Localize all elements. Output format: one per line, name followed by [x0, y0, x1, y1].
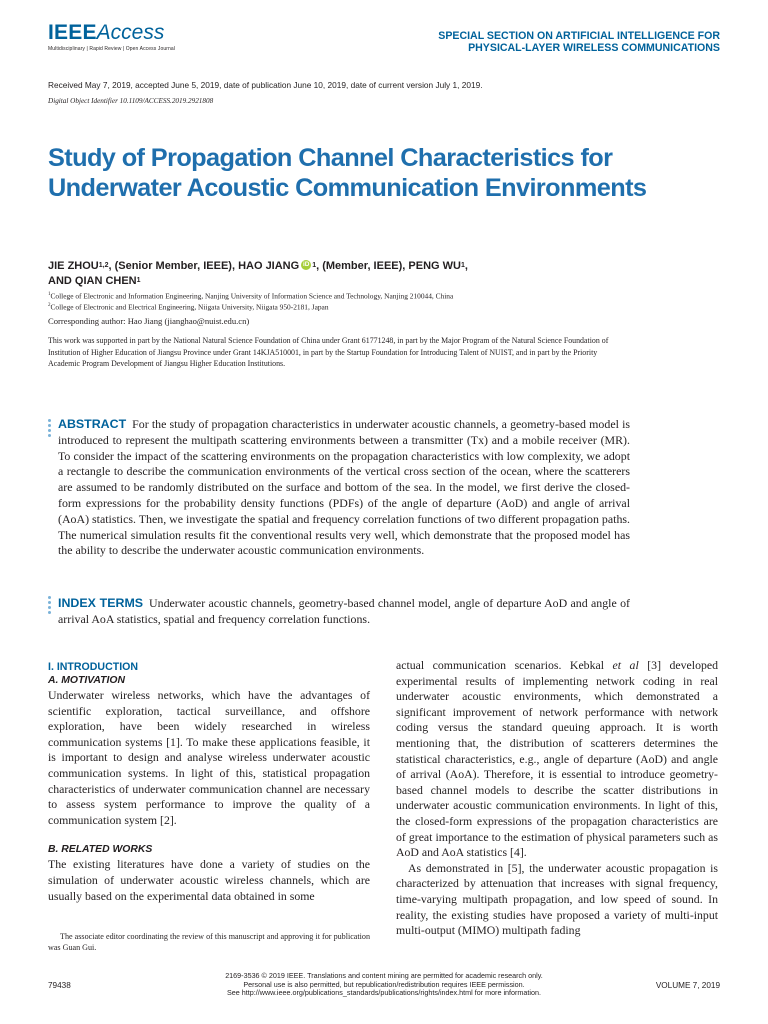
abstract-marker-icon: [48, 419, 52, 439]
index-terms: [58, 596, 630, 628]
affiliation-text: College of Electronic and Information Engineering, Nanjing University of Information Science and Technology, Nanjing 210044, China: [50, 291, 454, 301]
author-separator: ,: [464, 260, 468, 272]
footer-line: 2169-3536 © 2019 IEEE. Translations and content mining are permitted for academic research only.: [225, 971, 543, 980]
abstract-text: For the study of propagation characteristics in underwater acoustic channels, a geometry-based model is introduced to represent the multipath scattering environments between a transmitter (Tx) and a mobile receiver (MR). To consider the impact of the scattering environments on the propagation characteristics with low complexity, we adopt a rectangle to describe the communication environments of the vertical cross section of the ocean, where the scatterers are assumed to be randomly distributed on the surface and bottom of the sea. In the model, we first derive the closed-form expressions for the probability density functions (PDFs) of the angle of departure (AoD) and angle of arrival (AoA) statistics. Then, we investigate the spatial and frequency correlation functions of two different propagation paths. The numerical simulation results fit the conventional results very well, which demonstrate that the proposed model has the ability to describe the underwater acoustic communication environments.: [58, 417, 630, 558]
volume-label: VOLUME 7, 2019: [655, 981, 720, 990]
brand-access: Access: [96, 21, 165, 44]
author-list: [48, 259, 648, 289]
author-affil-sup: 1: [136, 277, 141, 284]
text-run: [3] developed experimental results of implementing network coding in real underwater acoustic environments, which demonstrated a significant improvement of network performance with network coding versus the standard queuing approach. It is worth mentioning that, the distribution of scatterers determines the statistical characteristics, e.g., angle of departure (AoD) and angle of arrival (AoA). Therefore, it is essential to introduce geometry-based channel models to describe the scatter distributions in underwater acoustic communication environments. In light of this, the closed-form expressions of the propagation characteristics are of great importance to the estimation of physical parameters such as AoD and AoA statistics [4].: [396, 658, 718, 860]
author-affil-sup: 1,2: [98, 262, 109, 269]
author-affil-sup: 1: [312, 262, 317, 269]
journal-tagline: Multidisciplinary | Rapid Review | Open Access Journal: [48, 46, 175, 52]
left-column: [48, 660, 370, 904]
affiliation-sup: 2: [48, 302, 51, 308]
footnote-text: The associate editor coordinating the review of this manuscript and approving it for publication was Guan Gui.: [48, 932, 370, 952]
paragraph-right-2: As demonstrated in [5], the underwater acoustic propagation is characterized by attenuation that increases with signal frequency, time-varying multipath propagation, and low speed of sound. In reality, the existing studies have proposed a variety of multi-input multi-output (MIMO) multipath fading: [396, 860, 718, 938]
paragraph-related-works: The existing literatures have done a variety of studies on the simulation of underwater acoustic wireless channels, which are usually based on the experimental data obtained in some: [48, 857, 370, 903]
affiliation-item: [48, 290, 453, 301]
section-heading-introduction: I. INTRODUCTION: [48, 661, 139, 673]
text-run: actual communication scenarios. Kebkal: [396, 658, 613, 672]
author-role: , (Member, IEEE),: [316, 260, 409, 272]
section-line-1: SPECIAL SECTION ON ARTIFICIAL INTELLIGENCE FOR: [438, 30, 720, 42]
abstract-label: ABSTRACT: [58, 417, 127, 431]
affiliation-sup: 1: [48, 292, 51, 297]
index-terms-label: INDEX TERMS: [58, 596, 144, 610]
funding-statement: This work was supported in part by the National Natural Science Foundation of China under Grant 61771248, in part by the Major Program of the Natural Science Foundation of Institution of Higher Education of Jiangsu Province under Grant 14KJA510001, in part by the Startup Foundation for Introducing Talent of NUIST, and in part by the Priority Academic Program Development of Jiangsu Higher Education Institutions.: [48, 336, 609, 369]
footer-line: Personal use is also permitted, but republication/redistribution requires IEEE permission.: [243, 979, 525, 989]
corresponding-author: Corresponding author: Hao Jiang (jianghao@nuist.edu.cn): [48, 316, 250, 326]
affiliation-item: [48, 301, 453, 312]
paper-title: Study of Propagation Channel Characteristics for Underwater Acoustic Communication Environments: [48, 144, 647, 202]
affiliation-text: College of Electronic and Electrical Engineering, Niigata University, Niigata 950-2181, Japan: [50, 302, 329, 312]
text-run-italic: et al: [612, 658, 639, 672]
author-name: HAO JIANG: [238, 260, 300, 272]
section-line-2: PHYSICAL-LAYER WIRELESS COMMUNICATIONS: [468, 42, 720, 54]
paragraph-motivation: Underwater wireless networks, which have the advantages of scientific exploration, tactical surveillance, and offshore exploration, have been widely researched in wireless communication systems [1]. To make these applications feasible, it is important to design and analyse wireless underwater acoustic communication systems. In light of this, statistical propagation characteristics of underwater communication channel are necessary to assess system performance to improve the quality of a communication system [2].: [48, 688, 370, 827]
right-column: [396, 658, 718, 939]
author-role: , (Senior Member, IEEE),: [108, 260, 239, 272]
received-dates: Received May 7, 2019, accepted June 5, 2019, date of publication June 10, 2019, date of current version July 1, 2019.: [48, 80, 483, 90]
page-number: 79438: [48, 981, 71, 990]
index-terms-marker-icon: [48, 596, 52, 616]
orcid-icon[interactable]: iD: [302, 261, 310, 268]
author-name: PENG WU: [408, 260, 461, 272]
affiliations: [48, 290, 453, 312]
author-affil-sup: 1: [460, 262, 465, 269]
doi[interactable]: Digital Object Identifier 10.1109/ACCESS.2019.2921808: [48, 97, 214, 105]
paragraph-right-1: [396, 658, 718, 861]
author-name: JIE ZHOU: [48, 260, 99, 272]
subsection-heading-motivation: A. MOTIVATION: [48, 675, 125, 686]
special-section-heading: [438, 30, 720, 54]
journal-logo: [48, 22, 175, 52]
journal-brand: [48, 22, 175, 44]
index-terms-text: Underwater acoustic channels, geometry-based channel model, angle of departure AoD and angle of arrival AoA statistics, spatial and frequency correlation functions.: [58, 596, 630, 626]
editor-footnote: [48, 932, 370, 954]
subsection-heading-related-works: B. RELATED WORKS: [48, 844, 153, 856]
copyright-footer: [0, 972, 768, 998]
brand-ieee: IEEE: [48, 21, 97, 44]
footer-line: See http://www.ieee.org/publications_standards/publications/rights/index.html for more information.: [226, 988, 542, 997]
abstract: [58, 417, 630, 559]
author-name: AND QIAN CHEN: [48, 275, 137, 287]
